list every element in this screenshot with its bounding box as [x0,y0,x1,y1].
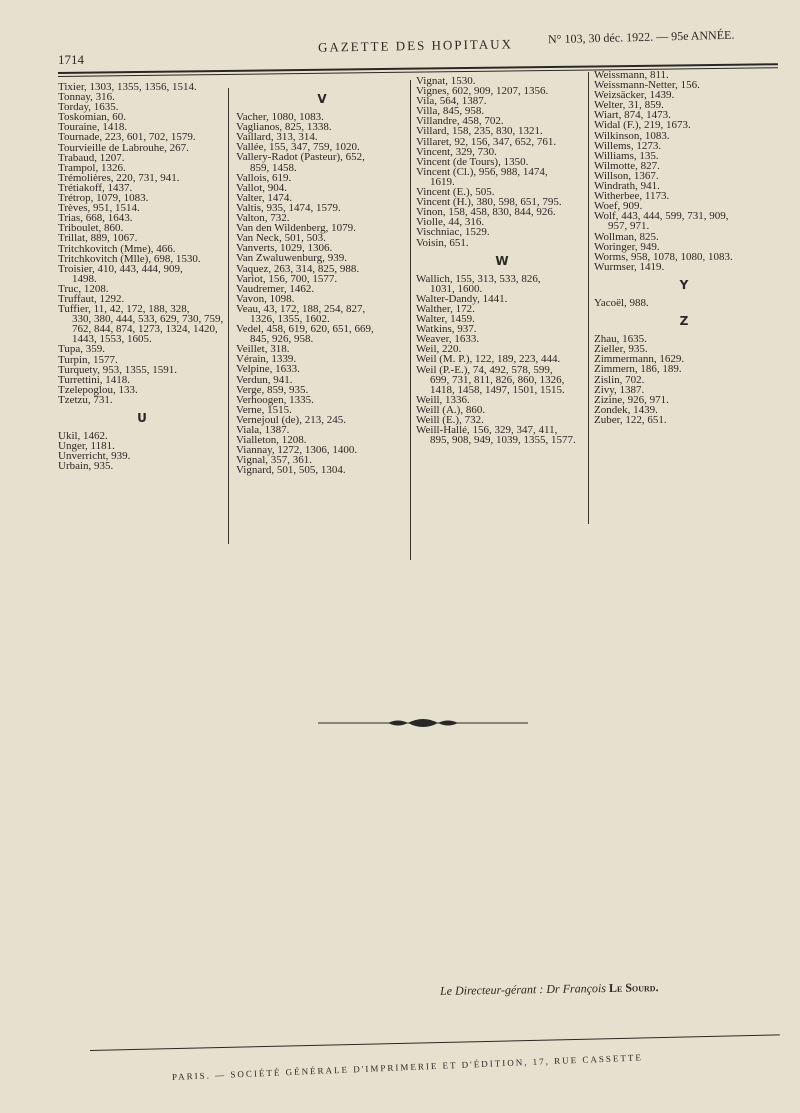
index-entry-text: Williams, 135. [594,149,659,162]
index-entry-text: Vincent, 329, 730. [416,145,497,158]
index-entry-text: Woef, 909. [594,200,643,213]
index-entry-continuation: 1498. [72,272,97,285]
index-entry-text: Walter, 1459. [416,313,475,326]
index-entry-text: Vinon, 158, 458, 830, 844, 926. [416,206,556,219]
index-entry-continuation: 1326, 1355, 1602. [250,312,330,325]
index-entry-text: Turpin, 1577. [58,353,118,366]
index-entry-text: Viannay, 1272, 1306, 1400. [236,444,358,457]
index-entry-text: Vignal, 357, 361. [236,454,313,467]
index-entry-text: Veillet, 318. [236,343,290,356]
index-entry-text: Willems, 1273. [594,139,662,152]
index-entry-text: Weil (P.-E.), 74, 492, 578, 599, [416,363,553,376]
index-entry-text: Wurmser, 1419. [594,260,665,273]
index-entry-text: Walter-Dandy, 1441. [416,292,508,305]
index-column-4 [594,70,774,425]
index-entry-text: Worms, 958, 1078, 1080, 1083. [594,250,733,263]
index-entry-text: Trémolières, 220, 731, 941. [58,171,180,184]
index-entry [416,365,588,395]
index-entry-text: Violle, 44, 316. [416,216,485,229]
index-entry-text: Vallot, 904. [236,181,288,194]
index-entry-text: Turrettini, 1418. [58,373,131,386]
footer-rule [90,1034,780,1051]
index-entry-text: Vacher, 1080, 1083. [236,111,324,124]
index-entry-text: Zislin, 702. [594,373,645,386]
index-entry-text: Vincent (E.), 505. [416,186,495,199]
index-entry-text: Willson, 1367. [594,169,659,182]
page-number: 1714 [58,52,84,67]
index-entry-text: Vaudremer, 1462. [236,282,315,295]
index-entry [416,167,588,187]
index-entry-continuation: 1031, 1600. [430,282,483,295]
index-entry-continuation: 895, 908, 949, 1039, 1355, 1577. [430,434,576,447]
index-entry-text: Valter, 1474. [236,191,293,204]
index-entry-text: Watkins, 937. [416,323,477,336]
index-entry-text: Wilkinson, 1083. [594,129,670,142]
index-entry-text: Vallois, 619. [236,171,292,184]
index-entry-text: Trabaud, 1207. [58,151,125,164]
index-entry [236,465,408,475]
index-entry-text: Woringer, 949. [594,240,660,253]
index-entry [416,274,588,294]
index-entry-continuation: 699, 731, 811, 826, 860, 1326, 1418, 1458, 1497, 1501, 1515. [430,373,565,396]
index-entry-text: Vincent (de Tours), 1350. [416,155,529,168]
signature-role: Le Directeur-gérant : [439,982,544,998]
index-entry-text: Variot, 156, 700, 1577. [236,272,338,285]
index-entry-text: Vaglianos, 825, 1338. [236,121,332,134]
index-entry-text: Zivy, 1387. [594,383,645,396]
index-entry-text: Trèves, 951, 1514. [58,202,140,215]
index-entry-text: Verne, 1515. [236,403,292,416]
index-entry-text: Trias, 668, 1643. [58,212,133,225]
index-entry-text: Tritchkovitch (Mme), 466. [58,242,176,255]
index-entry-text: Weil, 220. [416,343,462,356]
index-entry-text: Vignat, 1530. [416,75,476,87]
journal-title: GAZETTE DES HOPITAUX [317,36,514,55]
index-entry-text: Vallery-Radot (Pasteur), 652, [236,151,365,164]
index-entry [58,461,226,471]
index-entry-continuation: 330, 380, 444, 533, 629, 730, 759, 762, 844, 874, 1273, 1324, 1420, 1443, 1553, 1605. [72,313,224,346]
index-entry-text: Windrath, 941. [594,180,660,193]
index-entry-continuation: 859, 1458. [250,161,297,174]
index-entry-text: Wiart, 874, 1473. [594,109,671,122]
index-entry [236,324,408,344]
index-entry-text: Weill (E.), 732. [416,414,484,426]
index-entry-text: Witherbee, 1173. [594,190,670,203]
index-entry-text: Trétiakoff, 1437. [58,181,133,194]
index-entry-text: Unger, 1181. [58,440,115,453]
index-entry-text: Vérain, 1339. [236,353,297,366]
index-entry-text: Weil (M. P.), 122, 189, 223, 444. [416,353,561,366]
index-entry-text: Vavon, 1098. [236,292,295,305]
index-entry-text: Walther, 172. [416,302,475,315]
printer-imprint: PARIS. — SOCIÉTÉ GÉNÉRALE D'IMPRIMERIE ET D'ÉDITION, 17, RUE CASSETTE [171,1052,644,1082]
index-entry-text: Trillat, 889, 1067. [58,232,138,245]
index-entry [594,298,774,308]
index-entry-text: Vanverts, 1029, 1306. [236,242,333,255]
index-entry [594,211,774,231]
index-entry-text: Vernejoul (de), 213, 245. [236,413,346,426]
index-entry-text: Truffaut, 1292. [58,292,125,305]
index-column-1 [58,82,226,471]
index-entry-text: Villandre, 458, 702. [416,115,504,128]
section-letter: Z [679,314,689,329]
index-entry-text: Weaver, 1633. [416,333,480,346]
index-entry-text: Tupa, 359. [58,343,105,356]
index-entry-text: Vialleton, 1208. [236,434,307,447]
index-entry-text: Truc, 1208. [58,282,109,295]
index-entry-text: Zimmermann, 1629. [594,353,685,366]
index-entry-text: Tonnay, 316. [58,91,115,104]
index-entry-text: Verdun, 941. [236,373,293,386]
index-entry-text: Vischniac, 1529. [416,226,490,239]
section-letter: W [495,253,509,268]
index-entry-text: Tzetzu, 731. [58,393,113,406]
index-entry-text: Villa, 845, 958. [416,105,485,118]
index-entry-text: Tournade, 223, 601, 702, 1579. [58,131,196,144]
index-entry-text: Widal (F.), 219, 1673. [594,119,691,132]
index-entry [236,152,408,172]
index-entry [416,238,588,248]
index-entry-text: Toskomian, 60. [58,111,126,124]
index-entry-text: Zieller, 935. [594,343,648,356]
index-entry-text: Vaillard, 313, 314. [236,131,318,144]
index-entry-text: Zhau, 1635. [594,333,647,346]
index-entry-text: Weissmann-Netter, 156. [594,79,700,92]
index-entry-text: Vaquez, 263, 314, 825, 988. [236,262,360,275]
index-entry-text: Verhoogen, 1335. [236,393,314,406]
index-entry-continuation: 1619. [430,175,455,188]
index-column-2 [236,86,408,475]
index-entry [594,415,774,425]
index-entry-text: Velpine, 1633. [236,363,300,376]
index-column-3 [416,76,588,445]
index-entry-text: Wilmotte, 827. [594,159,660,172]
index-entry-text: Valtis, 935, 1474, 1579. [236,201,341,214]
index-entry-text: Tuffier, 11, 42, 172, 188, 328, [58,303,190,316]
issue-info: N° 103, 30 déc. 1922. — 95e ANNÉE. [547,27,735,47]
index-entry-continuation: 957, 971. [608,220,650,233]
index-entry-text: Weill, 1336. [416,393,470,406]
index-entry-text: Van den Wildenberg, 1079. [236,222,356,235]
index-entry-text: Viala, 1387. [236,424,290,436]
index-entry-text: Triboulet, 860. [58,222,124,235]
index-entry-text: Urbain, 935. [58,460,114,473]
index-entry-text: Veau, 43, 172, 188, 254, 827, [236,302,366,315]
index-entry-text: Turquety, 953, 1355, 1591. [58,363,177,376]
index-entry-text: Weissmann, 811. [594,69,669,81]
index-entry-text: Unverricht, 939. [58,450,131,463]
index-entry-text: Verge, 859, 935. [236,383,309,396]
index-entry-text: Tixier, 1303, 1355, 1356, 1514. [58,81,197,93]
index-entry-text: Weill (A.), 860. [416,403,486,416]
index-entry-continuation: 845, 926, 958. [250,333,314,346]
index-entry-text: Zizine, 926, 971. [594,393,669,406]
index-entry-text: Vedel, 458, 619, 620, 651, 669, [236,323,374,336]
index-entry-text: Trampol, 1326. [58,161,126,174]
index-entry-text: Troisier, 410, 443, 444, 909, [58,262,183,275]
index-entry-text: Wolf, 443, 444, 599, 731, 909, [594,210,729,223]
index-entry-text: Tourvieille de Labrouhe, 267. [58,141,189,154]
index-entry-text: Villaret, 92, 156, 347, 652, 761. [416,135,557,148]
index-entry-text: Van Neck, 501, 503. [236,232,326,245]
section-letter: U [137,411,147,425]
index-entry-text: Valton, 732. [236,212,290,225]
index-entry-text: Zuber, 122, 651. [594,413,667,426]
index-entry-text: Tritchkovitch (Mlle), 698, 1530. [58,252,201,265]
index-entry-text: Vallée, 155, 347, 759, 1020. [236,141,360,154]
index-entry-text: Vincent (H.), 380, 598, 651, 795. [416,196,562,209]
index-entry-text: Weill-Hallé, 156, 329, 347, 411, [416,424,558,437]
index-entry-text: Villard, 158, 235, 830, 1321. [416,125,543,138]
index-entry-text: Van Zwaluwenburg, 939. [236,252,347,265]
index-entry-text: Voisin, 651. [416,236,469,249]
index-entry-text: Zimmern, 186, 189. [594,363,682,376]
index-entry-text: Vincent (Cl.), 956, 988, 1474, [416,165,548,178]
section-letter: V [317,92,327,106]
index-entry-text: Zondek, 1439. [594,403,658,416]
column-divider [588,72,589,524]
index-entry-text: Yacoël, 988. [594,296,649,309]
index-entry-text: Tzelepoglou, 133. [58,383,138,396]
index-entry [58,395,226,405]
index-entry [594,262,774,272]
column-divider [410,80,411,560]
index-entry [416,425,588,445]
index-entry-text: Touraine, 1418. [58,121,128,134]
index-entry-text: Wollman, 825. [594,230,659,243]
section-letter: Y [679,277,689,292]
index-entry-text: Torday, 1635. [58,101,119,114]
index-entry-text: Weizsäcker, 1439. [594,89,675,102]
signature-name: Dr François [546,981,607,997]
index-entry [58,264,226,284]
index-entry-text: Ukil, 1462. [58,430,108,443]
director-signature [440,980,659,999]
index-entry [58,304,226,344]
index-entry-text: Welter, 31, 859. [594,99,664,112]
ornament-divider [318,716,528,730]
index-entry-text: Trétrop, 1079, 1083. [58,192,149,205]
index-entry-text: Vignard, 501, 505, 1304. [236,464,346,477]
column-divider [228,88,229,544]
index-entry-text: Wallich, 155, 313, 533, 826, [416,272,541,285]
index-entry [236,304,408,324]
index-entry-text: Vignes, 602, 909, 1207, 1356. [416,85,549,98]
index-entry-text: Vila, 564, 1387. [416,95,487,108]
signature-surname: Le Sourd. [608,980,659,995]
